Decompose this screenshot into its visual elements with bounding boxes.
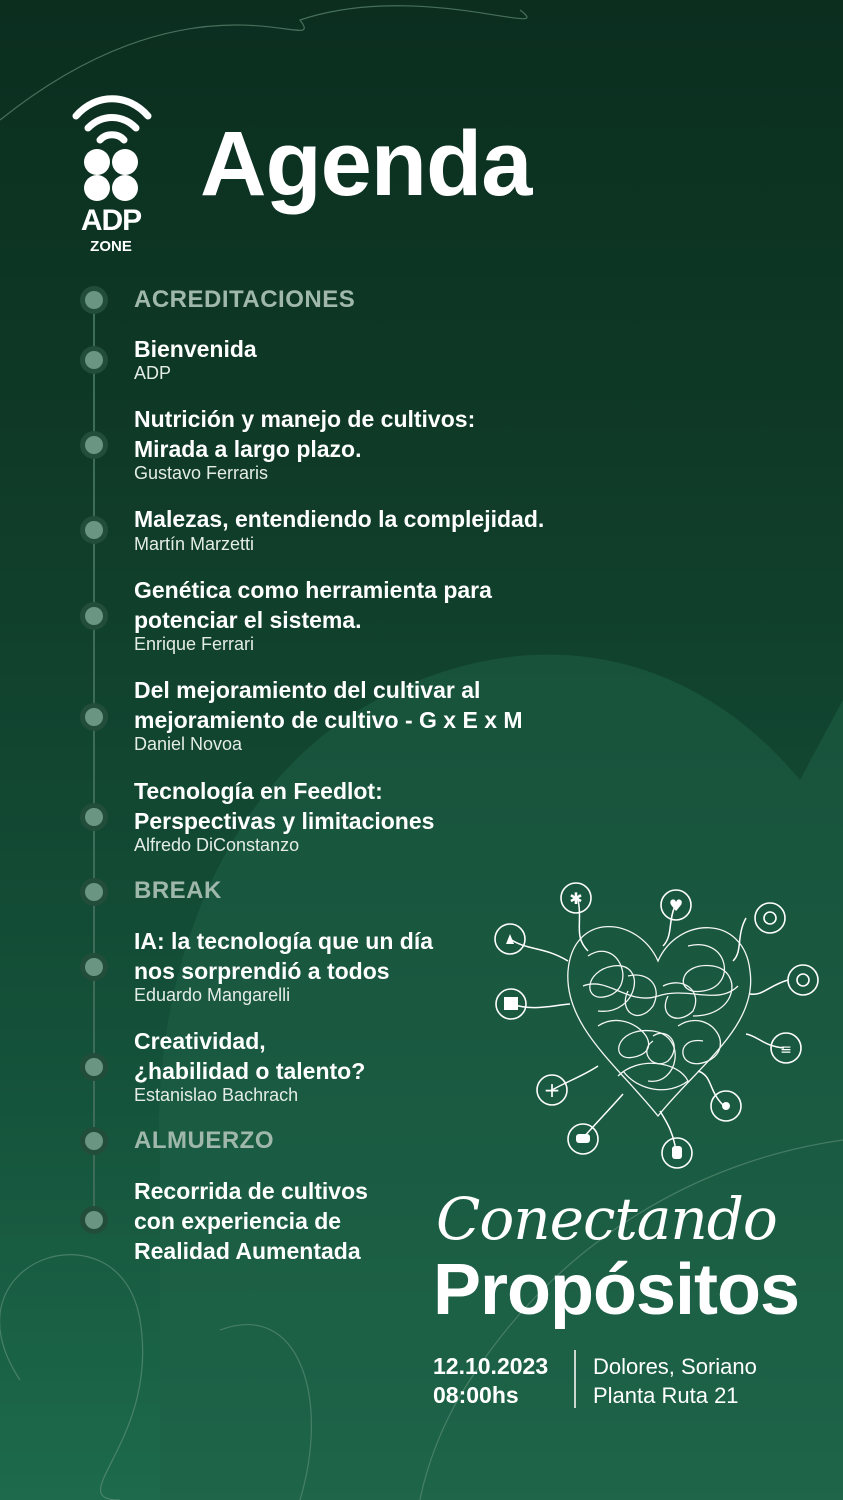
talk-title: Genética como herramienta para potenciar el sistema. [134, 577, 492, 633]
svg-text:≡: ≡ [780, 1042, 792, 1058]
timeline-dot [80, 286, 108, 314]
adp-zone-logo [66, 88, 156, 258]
timeline-dot [80, 803, 108, 831]
timeline-dot [80, 346, 108, 374]
talk-title: Nutrición y manejo de cultivos: Mirada a largo plazo. [134, 406, 476, 462]
svg-text:✱: ✱ [569, 889, 583, 908]
talk-speaker: Estanislao Bachrach [134, 1085, 299, 1105]
event-script-title: Conectando [436, 1185, 777, 1253]
section-almuerzo: ALMUERZO [134, 1127, 274, 1154]
timeline-dot [80, 953, 108, 981]
svg-text:+: + [543, 1078, 561, 1102]
event-location [593, 1352, 757, 1410]
background-curve-line-2 [0, 1255, 143, 1500]
svg-text:♥: ♥ [668, 896, 684, 915]
section-acreditaciones: ACREDITACIONES [134, 286, 356, 313]
logo-wordmark: ADP [80, 204, 142, 237]
talk-speaker: Martín Marzetti [134, 534, 255, 554]
timeline-dot [80, 431, 108, 459]
page-title: Agenda [200, 113, 532, 215]
timeline-dot [80, 1127, 108, 1155]
talk-speaker: Alfredo DiConstanzo [134, 835, 300, 855]
timeline-dot [80, 602, 108, 630]
timeline-dot [80, 516, 108, 544]
talk-speaker: Eduardo Mangarelli [134, 985, 291, 1005]
brain-icon [755, 903, 785, 933]
talk-title: IA: la tecnología que un día nos sorprendió a todos [134, 928, 434, 984]
timeline-dot [80, 878, 108, 906]
timeline-dot [80, 1053, 108, 1081]
talk-title: Del mejoramiento del cultivar al mejoramiento de cultivo - G x E x M [134, 677, 523, 733]
event-location-line2: Planta Ruta 21 [593, 1383, 739, 1408]
talk-title: Creatividad, ¿habilidad o talento? [134, 1028, 366, 1084]
talk-title: Tecnología en Feedlot: Perspectivas y limitaciones [134, 778, 435, 834]
fingerprint-icon [788, 965, 818, 995]
event-datetime [433, 1352, 548, 1410]
section-break: BREAK [134, 877, 222, 904]
divider [574, 1350, 576, 1408]
event-title: Propósitos [433, 1250, 800, 1330]
event-date: 12.10.2023 [433, 1353, 549, 1379]
event-location-line1: Dolores, Soriano [593, 1354, 757, 1379]
talk-title: Bienvenida [134, 336, 257, 362]
talk-speaker: Gustavo Ferraris [134, 463, 269, 483]
tangled-heart-icon [488, 876, 828, 1176]
talk-title: Malezas, entendiendo la complejidad. [134, 506, 545, 532]
timeline-dot [80, 703, 108, 731]
wifi-icon [66, 88, 156, 203]
clover-icon [84, 149, 138, 201]
talk-title: Recorrida de cultivos con experiencia de Realidad Aumentada [134, 1178, 368, 1264]
talk-speaker: Daniel Novoa [134, 734, 243, 754]
talk-speaker: Enrique Ferrari [134, 634, 255, 654]
timeline-dot [80, 1206, 108, 1234]
talk-speaker: ADP [134, 363, 172, 383]
logo-subtitle: ZONE [90, 238, 132, 255]
event-time: 08:00hs [433, 1382, 519, 1408]
